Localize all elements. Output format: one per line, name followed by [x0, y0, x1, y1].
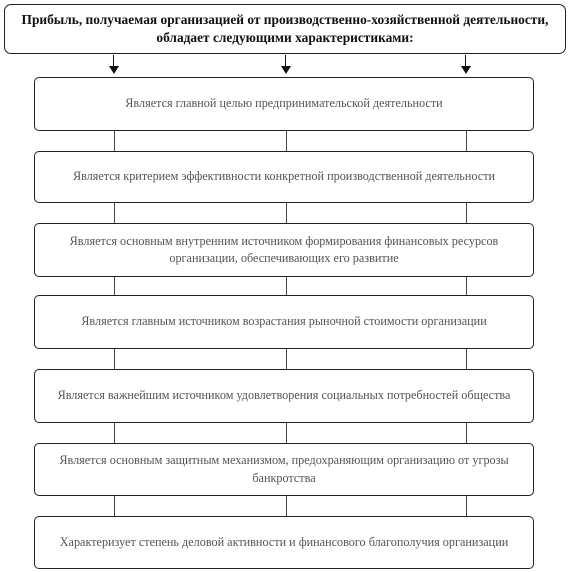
connector-line	[466, 277, 467, 295]
connector-line	[114, 496, 115, 516]
connector-line	[466, 131, 467, 151]
header-text: Прибыль, получаемая организацией от производственно-хозяйственной деятельности, обладает следующими характеристиками:	[21, 12, 549, 45]
characteristic-text: Характеризует степень деловой активности и финансового благополучия организации	[59, 534, 509, 549]
connector-line	[466, 349, 467, 369]
connector-line	[286, 131, 287, 151]
connector-line	[466, 423, 467, 443]
characteristic-box-4	[34, 295, 534, 349]
connector-line	[286, 203, 287, 223]
connector-line	[114, 203, 115, 223]
connector-line	[114, 423, 115, 443]
characteristic-box-3	[34, 223, 534, 277]
characteristic-box-1	[34, 77, 534, 131]
connector-line	[286, 496, 287, 516]
connector-line	[286, 423, 287, 443]
characteristic-box-5	[34, 369, 534, 423]
header-box	[4, 4, 566, 54]
connector-line	[114, 277, 115, 295]
characteristic-text: Является основным защитным механизмом, предохраняющим организацию от угрозы банкротства	[59, 453, 509, 485]
characteristic-box-7	[34, 516, 534, 569]
arrow-down-icon	[109, 55, 119, 74]
characteristic-text: Является главной целью предпринимательской деятельности	[125, 96, 443, 111]
characteristic-text: Является основным внутренним источником формирования финансовых ресурсов организации, обеспечивающих его развитие	[69, 233, 499, 265]
characteristic-text: Является важнейшим источником удовлетворения социальных потребностей общества	[57, 388, 511, 403]
connector-line	[114, 349, 115, 369]
arrow-down-icon	[461, 55, 471, 74]
connector-line	[114, 131, 115, 151]
connector-line	[466, 496, 467, 516]
characteristic-box-2	[34, 151, 534, 203]
characteristic-box-6	[34, 443, 534, 496]
connector-line	[286, 277, 287, 295]
characteristic-text: Является главным источником возрастания рыночной стоимости организации	[81, 314, 487, 329]
arrow-down-icon	[281, 55, 291, 74]
connector-line	[286, 349, 287, 369]
connector-line	[466, 203, 467, 223]
characteristic-text: Является критерием эффективности конкретной производственной деятельности	[72, 169, 496, 184]
